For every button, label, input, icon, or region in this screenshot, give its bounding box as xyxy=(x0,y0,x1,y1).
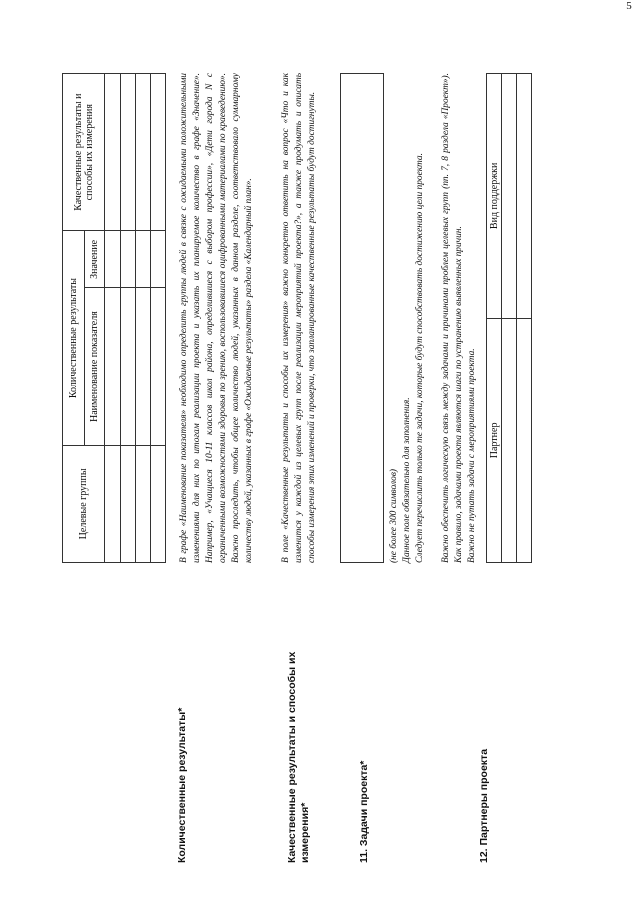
tasks-notes: (не более 300 символов) Данное поле обязательно для заполнения. Следует перечислить только те задачи, которые будут способствовать достижению цели проекта. Важно обеспечить логическую связь между задачами и причинами проблем целевых групп (пп. 7, 8 раздела «Проект»). Как правило, задачами проекта являются шаги по устранению выявленных причин. Важно не путать задачи с мероприятиями проекта. xyxy=(389,73,477,563)
table-cell[interactable] xyxy=(120,74,135,231)
table-cell[interactable] xyxy=(135,74,150,231)
table-cell[interactable] xyxy=(135,288,150,445)
table-cell[interactable] xyxy=(517,318,532,562)
col-support-type: Вид поддержки xyxy=(487,74,502,319)
partners-label: 12. Партнеры проекта xyxy=(478,748,490,863)
tasks-input[interactable] xyxy=(340,73,384,563)
table-cell[interactable] xyxy=(105,445,120,562)
quantitative-results-note: В графе «Наименование показателя» необходимо определить группы людей в связке с ожидаемыми положительными изменениями для них по итогам реализации проекта и указать их планируемое количество в графе «Значение». Например, «Учащиеся 10-11 классов школ района, определившиеся с выбором профессии», «Дети города N с ограниченными возможностями здоровья по зрению, воспользовавшиеся оцифрованными материалами по краеведению». Важно проследить, чтобы общее количество людей, указанных в данном разделе, соответствовало суммарному количеству людей, указанных в графе «Ожидаемые результаты» раздела «Календарный план». xyxy=(179,73,254,563)
quantitative-results-table xyxy=(62,73,166,563)
table-cell[interactable] xyxy=(135,445,150,562)
tasks-label: 11. Задачи проекта* xyxy=(358,760,370,863)
col-partner: Партнер xyxy=(487,318,502,562)
col-quantitative-results: Количественные результаты xyxy=(63,231,85,445)
table-cell[interactable] xyxy=(105,288,120,445)
table-cell[interactable] xyxy=(150,445,165,562)
table-row xyxy=(517,74,532,563)
table-cell[interactable] xyxy=(502,318,517,562)
table-cell[interactable] xyxy=(135,231,150,288)
qualitative-results-note: В поле «Качественные результаты и способы их измерения» важно конкретно ответить на вопрос «Что и как изменится у каждой из целевых групп после реализации мероприятий проекта?», а также продумать и описать способы измерения этих изменений и проверки, что запланированные качественные результаты будут достигнуты. xyxy=(281,73,317,563)
page-number: 5 xyxy=(626,0,632,12)
table-row xyxy=(120,74,135,563)
table-cell[interactable] xyxy=(105,231,120,288)
qualitative-results-label: Качественные результаты и способы их измерения* xyxy=(286,651,311,863)
table-cell[interactable] xyxy=(150,74,165,231)
table-cell[interactable] xyxy=(150,288,165,445)
quantitative-results-label: Количественные результаты* xyxy=(176,707,188,863)
col-qualitative-results: Качественные результаты и способы их измерения xyxy=(63,74,105,231)
table-cell[interactable] xyxy=(517,74,532,319)
table-cell[interactable] xyxy=(120,231,135,288)
table-cell[interactable] xyxy=(120,288,135,445)
col-value: Значение xyxy=(85,231,105,288)
table-row xyxy=(502,74,517,563)
table-cell[interactable] xyxy=(502,74,517,319)
col-target-groups: Целевые группы xyxy=(63,445,105,562)
table-row xyxy=(135,74,150,563)
table-row xyxy=(105,74,120,563)
table-row xyxy=(150,74,165,563)
partners-table xyxy=(486,73,532,563)
col-indicator-name: Наименование показателя xyxy=(85,288,105,445)
table-cell[interactable] xyxy=(105,74,120,231)
table-cell[interactable] xyxy=(120,445,135,562)
table-cell[interactable] xyxy=(150,231,165,288)
